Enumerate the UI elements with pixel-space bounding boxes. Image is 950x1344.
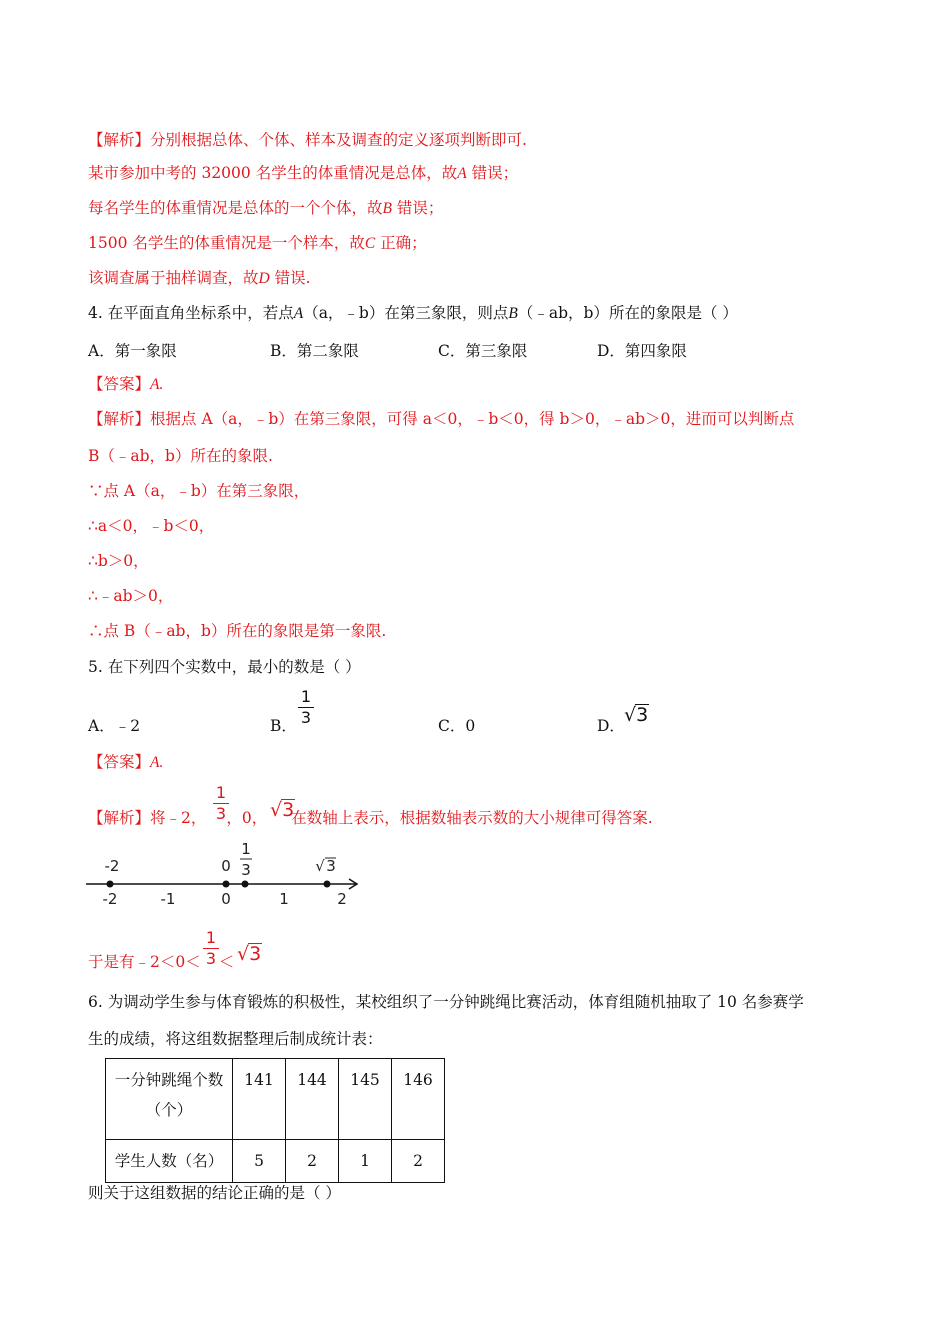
q4-option-c: C．第三象限 (438, 342, 528, 360)
q6-question: 则关于这组数据的结论正确的是（ ） (88, 1184, 341, 1202)
table-row (106, 1059, 445, 1140)
q5-analysis: 【解析】将﹣2， ，0， 在数轴上表示，根据数轴表示数的大小规律可得答案. (88, 809, 653, 827)
table-cell: 146 (392, 1059, 445, 1140)
top-frac-den: 3 (241, 861, 251, 879)
q4-option-d: D．第四象限 (597, 342, 687, 360)
q5-option-b-label: B． (270, 717, 297, 735)
q3-line-a: 某市参加中考的 32000 名学生的体重情况是总体，故A 错误； (88, 164, 519, 182)
q4-option-b: B．第二象限 (270, 342, 359, 360)
table-header-cell: 学生人数（名） (106, 1140, 233, 1183)
table-cell: 141 (233, 1059, 286, 1140)
q5-option-d-label: D． (597, 717, 625, 735)
q3-line-b: 每名学生的体重情况是总体的一个个体，故B 错误； (88, 199, 444, 217)
tick-label: 1 (279, 890, 289, 908)
q4-analysis-line2: B（﹣ab，b）所在的象限. (88, 447, 273, 465)
q5-conclusion-fraction: 1 3 (203, 929, 219, 968)
q4-option-a: A．第一象限 (88, 342, 177, 360)
top-sqrt-symbol: √ (315, 857, 325, 875)
q4-step1: ∵点 A（a，﹣b）在第三象限， (88, 482, 310, 500)
table-cell: 1 (339, 1140, 392, 1183)
table-cell: 144 (286, 1059, 339, 1140)
q3-analysis-intro: 【解析】分别根据总体、个体、样本及调查的定义逐项判断即可. (88, 131, 527, 149)
q5-option-c: C．0 (438, 717, 476, 735)
q3-line-d: 该调查属于抽样调查，故D 错误. (88, 269, 311, 287)
q6-stem-line2: 生的成绩，将这组数据整理后制成统计表： (88, 1030, 383, 1048)
table-cell: 2 (286, 1140, 339, 1183)
top-sqrt-radicand: 3 (326, 857, 336, 875)
number-line (84, 840, 374, 915)
q4-step4: ∴﹣ab＞0， (88, 587, 174, 605)
q5-stem: 5. 在下列四个实数中，最小的数是（ ） (88, 658, 361, 676)
q5-option-b-fraction: 1 3 (298, 688, 314, 727)
table-cell: 145 (339, 1059, 392, 1140)
analysis-label: 【解析】 (88, 131, 151, 149)
table-header-cell: 一分钟跳绳个数 （个） (106, 1059, 233, 1140)
point-minus-2 (107, 881, 114, 888)
q4-step5: ∴点 B（﹣ab，b）所在的象限是第一象限. (88, 622, 387, 640)
top-label: 0 (221, 857, 231, 875)
q5-conclusion-sqrt: √3 (237, 943, 262, 965)
tick-label: -2 (102, 890, 118, 908)
q4-step3: ∴b＞0， (88, 552, 149, 570)
q5-answer: 【答案】A. (88, 753, 164, 771)
tick-label: -1 (160, 890, 176, 908)
q5-option-d-sqrt: √3 (624, 704, 649, 726)
point-one-third (242, 881, 249, 888)
q5-option-a: A．﹣2 (88, 717, 141, 735)
q5-analysis-sqrt: √3 (270, 799, 295, 821)
tick-label: 2 (337, 890, 347, 908)
q3-line-c: 1500 名学生的体重情况是一个样本，故C 正确； (88, 234, 427, 252)
point-sqrt-3 (324, 881, 331, 888)
q4-answer: 【答案】A. (88, 375, 164, 393)
top-label: -2 (104, 857, 120, 875)
table-row (106, 1140, 445, 1183)
top-frac-num: 1 (241, 840, 251, 858)
tick-label: 0 (221, 890, 231, 908)
point-zero (223, 881, 230, 888)
table-cell: 2 (392, 1140, 445, 1183)
q6-stem-line1: 6. 为调动学生参与体育锻炼的积极性，某校组织了一分钟跳绳比赛活动，体育组随机抽取了 10 名参赛学 (88, 993, 804, 1011)
q4-analysis-line1: 【解析】根据点 A（a，﹣b）在第三象限，可得 a＜0，﹣b＜0，得 b＞0，﹣ab＞0，进而可以判断点 (88, 410, 795, 428)
table-cell: 5 (233, 1140, 286, 1183)
q4-step2: ∴a＜0，﹣b＜0， (88, 517, 215, 535)
stats-table (105, 1058, 445, 1183)
q5-analysis-fraction: 1 3 (213, 784, 229, 823)
q5-conclusion: 于是有﹣2＜0＜ ＜ (88, 953, 235, 971)
q4-stem: 4. 在平面直角坐标系中，若点A（a，﹣b）在第三象限，则点B（﹣ab，b）所在的象限是（ ） (88, 304, 738, 322)
